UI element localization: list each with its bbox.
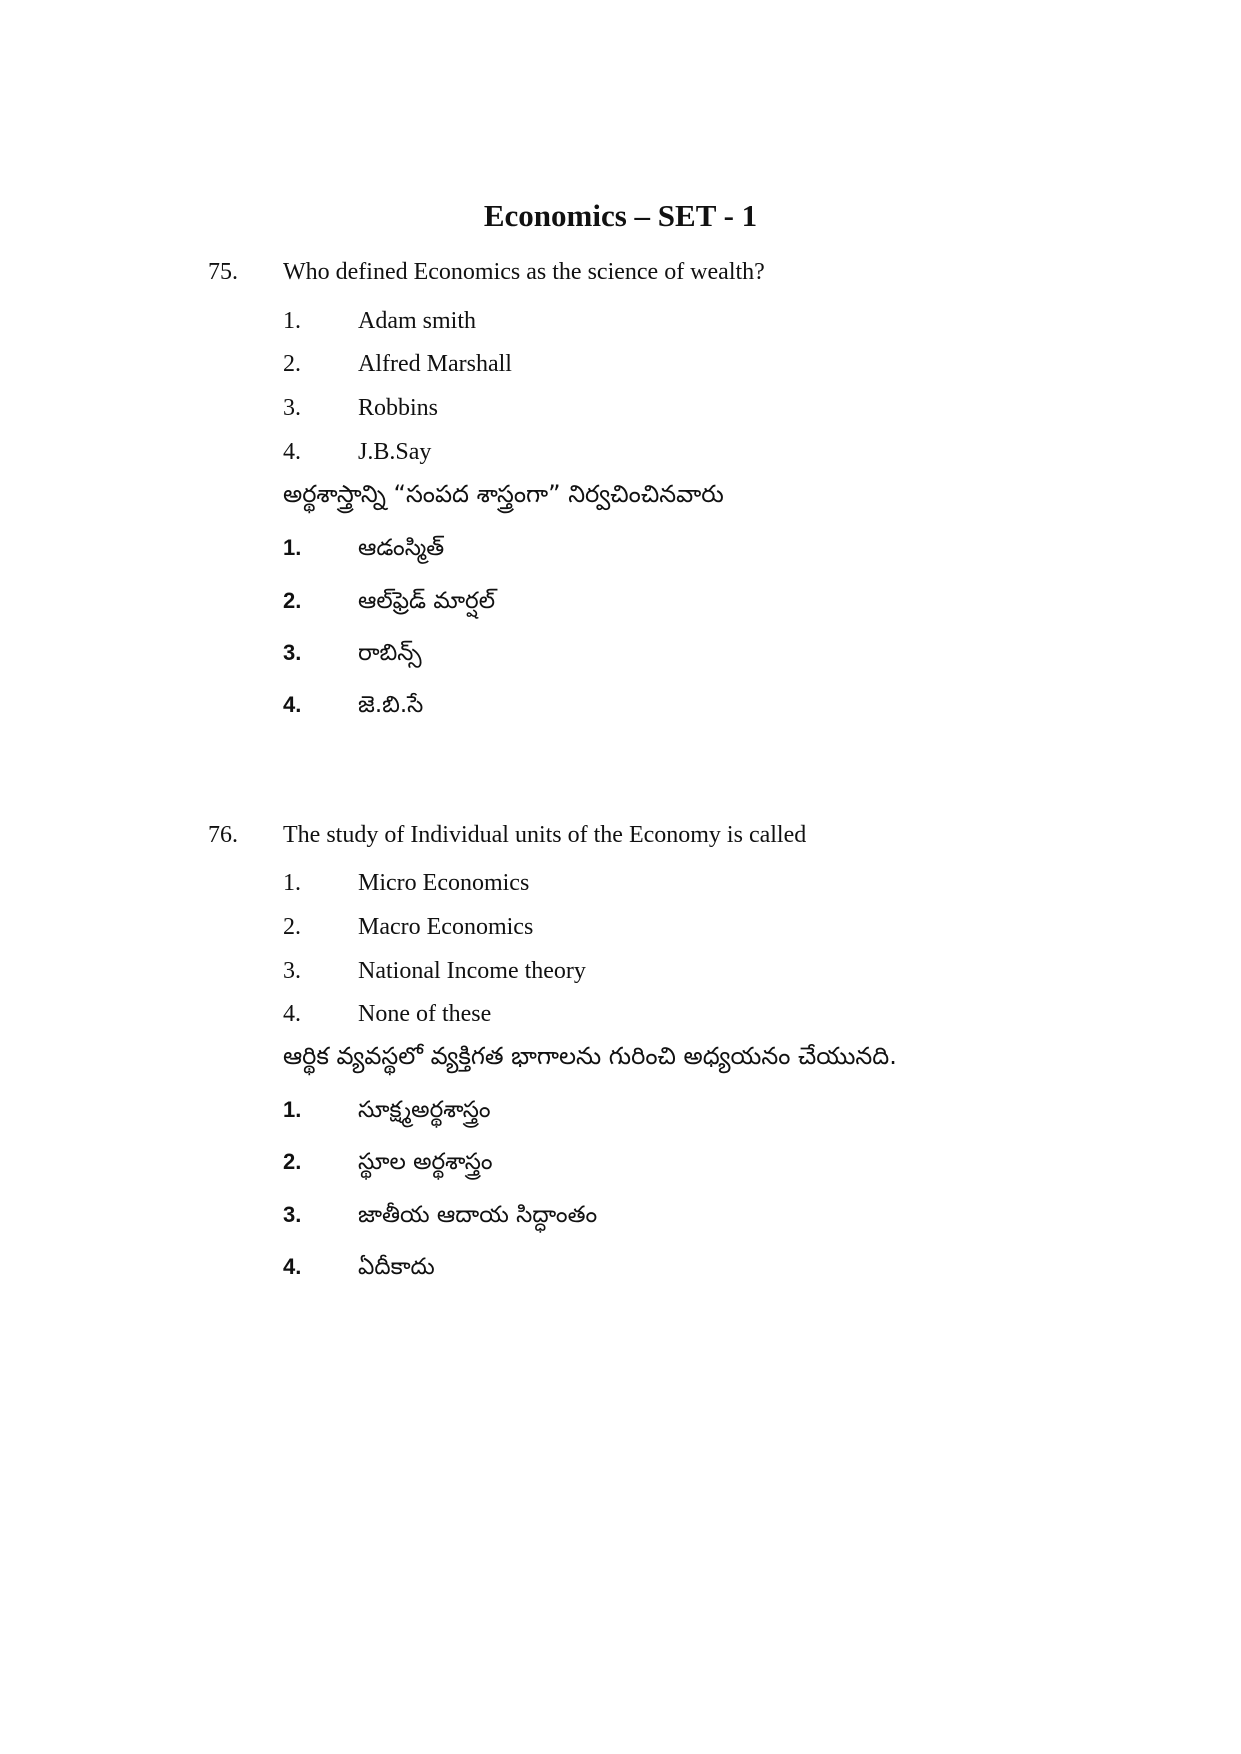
- option-number: 3.: [283, 958, 301, 984]
- option-number: 2.: [283, 1149, 302, 1174]
- option-text: జె.బి.సే: [358, 692, 424, 718]
- option-text: ఆల్‌ఫ్రెడ్ మార్షల్: [358, 588, 496, 614]
- option-text: Alfred Marshall: [358, 351, 512, 377]
- option-text: National Income theory: [358, 958, 586, 984]
- page-title: Economics – SET - 1: [483, 198, 758, 233]
- option-number: 4.: [283, 692, 302, 717]
- option-number: 2.: [283, 914, 301, 940]
- question-text-telugu: అర్థశాస్త్రాన్ని “సంపద శాస్త్రంగా” నిర్వచించినవారు: [283, 480, 724, 508]
- option-text: ఏదీకాదు: [358, 1254, 435, 1280]
- option-number: 4.: [283, 1001, 301, 1027]
- question-number: 76.: [208, 822, 238, 848]
- option-text: Macro Economics: [358, 914, 534, 940]
- option-number: 3.: [283, 1202, 302, 1227]
- option-number: 3.: [283, 640, 302, 665]
- option-text: స్థూల అర్థశాస్త్రం: [358, 1149, 493, 1175]
- option-text: ఆడంస్మిత్: [358, 535, 445, 561]
- option-text: సూక్ష్మఅర్థశాస్త్రం: [358, 1097, 491, 1123]
- option-text: Robbins: [358, 395, 439, 421]
- option-number: 4.: [283, 1254, 302, 1279]
- option-text: None of these: [358, 1001, 492, 1027]
- question-text-telugu: ఆర్థిక వ్యవస్థలో వ్యక్తిగత భాగాలను గురించి అధ్యయనం చేయునది.: [283, 1042, 897, 1070]
- option-number: 2.: [283, 351, 301, 377]
- option-number: 3.: [283, 395, 301, 421]
- question-text-english: The study of Individual units of the Economy is called: [283, 822, 807, 848]
- option-text: Adam smith: [358, 308, 476, 334]
- question-text-english: Who defined Economics as the science of wealth?: [283, 259, 765, 285]
- option-text: జాతీయ ఆదాయ సిద్ధాంతం: [358, 1202, 598, 1228]
- option-number: 1.: [283, 308, 301, 334]
- option-text: J.B.Say: [358, 439, 432, 465]
- option-number: 1.: [283, 1097, 302, 1122]
- option-number: 1.: [283, 535, 302, 560]
- option-text: Micro Economics: [358, 870, 530, 896]
- option-text: రాబిన్స్: [358, 640, 422, 666]
- option-number: 2.: [283, 588, 302, 613]
- option-number: 1.: [283, 870, 301, 896]
- option-number: 4.: [283, 439, 301, 465]
- question-number: 75.: [208, 259, 238, 285]
